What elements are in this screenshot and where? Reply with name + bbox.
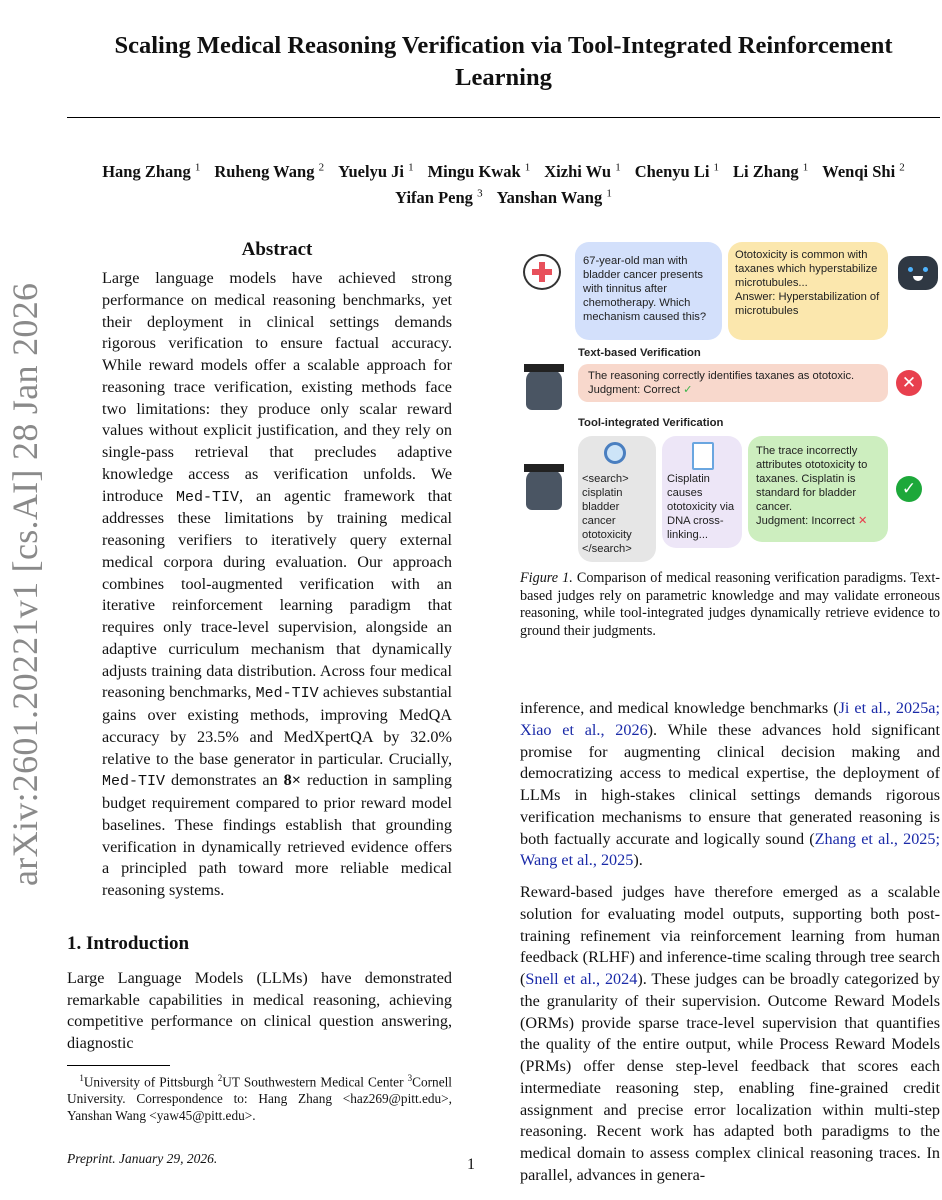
body-text: ). These judges can be broadly categorized by the granularity of their supervision. Outcome Reward Models (ORMs) provide sparse trace-level supervision that quantifies the quality of the entire output, while Process Reward Models (PRMs) offer dense step-level feedback that scores each intermediate reasoning step, enabling fine-grained credit assignment and precise error localization within multi-step reasoning. Recent work has adapted both paradigms to the medical domain to assess complex clinical reasoning traces. In parallel, advances in genera- bbox=[520, 970, 940, 1184]
citation-link[interactable]: Ji et al., 2025a; Xiao et al., 2026 bbox=[520, 699, 940, 739]
column-spacer bbox=[67, 1055, 452, 1065]
retrieved-evidence: Cisplatin causes ototoxicity via DNA cross-linking... bbox=[667, 473, 735, 541]
body-text: inference, and medical knowledge benchmarks ( bbox=[520, 699, 839, 717]
figure-1 bbox=[520, 238, 942, 562]
author-affiliation: 1 bbox=[802, 161, 809, 173]
method-name: Med-TIV bbox=[255, 685, 319, 703]
author-affiliation: 1 bbox=[524, 161, 531, 173]
author bbox=[102, 162, 200, 181]
method-name: Med-TIV bbox=[176, 488, 240, 506]
author bbox=[822, 162, 905, 181]
judge-robot-icon bbox=[526, 370, 562, 410]
author-name: Hang Zhang bbox=[102, 161, 191, 181]
answer-final: Answer: Hyperstabilization of microtubules bbox=[735, 291, 880, 317]
citation-link[interactable]: Snell et al., 2024 bbox=[525, 970, 638, 988]
author-name: Li Zhang bbox=[733, 161, 799, 181]
retrieved-doc-bubble bbox=[662, 436, 742, 548]
text-judge-bubble bbox=[578, 364, 888, 402]
author-affiliation: 2 bbox=[899, 161, 905, 173]
medical-chat-icon bbox=[523, 254, 561, 290]
search-query: <search> cisplatin bladder cancer ototoxicity </search> bbox=[582, 473, 632, 555]
abstract-text: Large language models have achieved strong performance on medical reasoning benchmarks, yet their deployment in clinical settings demands rigorous verification to ensure factual accuracy. While reward models offer a scalable approach for reasoning trace verification, existing methods face two limitations: they produce only scalar reward values without explicit justification, and they rely on single-pass retrieval that precludes adaptive knowledge access as verification unfolds. We introduce bbox=[102, 269, 452, 505]
author bbox=[395, 188, 482, 207]
robot-icon bbox=[898, 256, 938, 290]
author-name: Xizhi Wu bbox=[544, 161, 612, 181]
author bbox=[733, 162, 808, 181]
figure-caption bbox=[520, 570, 940, 640]
intro-paragraph: Large Language Models (LLMs) have demonstrated remarkable capabilities in medical reasoning, achieving competitive performance on clinical question answering, diagnostic bbox=[67, 968, 452, 1052]
author-affiliation: 1 bbox=[408, 161, 414, 173]
abstract-body bbox=[102, 268, 452, 902]
abstract-text: achieves substantial gains over existing methods, improving MedQA accuracy by 23.5% and MedXpertQA by 32.0% relative to the base generator in particular. Crucially, bbox=[102, 683, 452, 768]
author bbox=[544, 162, 620, 181]
author-affiliation: 1 bbox=[194, 161, 201, 173]
author bbox=[635, 162, 719, 181]
right-column bbox=[520, 238, 940, 1187]
body-text: Reward-based judges have therefore emerged as a scalable solution for evaluating model outputs, supporting both post-training refinement via reinforcement learning from human feedback (RLHF) and inference-time scaling through tree search ( bbox=[520, 883, 940, 988]
author bbox=[214, 162, 324, 181]
section-heading-introduction: 1. Introduction bbox=[67, 932, 190, 954]
affiliation: UT Southwestern Medical Center bbox=[222, 1074, 408, 1090]
tool-verification-label: Tool-integrated Verification bbox=[578, 417, 724, 429]
cross-icon: ✕ bbox=[857, 515, 868, 527]
preprint-note: Preprint. January 29, 2026. bbox=[67, 1151, 218, 1167]
author-affiliation: 2 bbox=[318, 161, 325, 173]
search-query-bubble bbox=[578, 436, 656, 562]
affiliation: University of Pittsburgh bbox=[83, 1074, 218, 1090]
tool-judgment: Judgment: Incorrect bbox=[756, 515, 855, 527]
body-text: ). While these advances hold significant promise for augmenting clinical decision making and democratizing access to medical expertise, the deployment of LLMs in high-stakes clinical settings demands rigorous verification mechanisms to ensure that generated reasoning is both factually accurate and logically sound ( bbox=[520, 720, 940, 848]
judge-robot-icon bbox=[526, 470, 562, 510]
author-name: Mingu Kwak bbox=[427, 161, 521, 181]
affiliation-mark: 1 bbox=[79, 1072, 84, 1083]
correct-result-icon: ✓ bbox=[896, 476, 922, 502]
page-number: 1 bbox=[467, 1156, 475, 1173]
abstract-text: , an agentic framework that addresses these limitations by training medical reasoning verifiers to iteratively query external medical corpora during evaluation. Our approach combines tool-augmented verification with an iterative reinforcement learning paradigm that requires only trace-level supervision, alongside an adaptive curriculum mechanism that dynamically adjusts training data distribution. Across four medical reasoning benchmarks, bbox=[102, 486, 452, 702]
paper-title: Scaling Medical Reasoning Verification via Tool-Integrated Reinforcement Learning bbox=[114, 32, 893, 91]
arxiv-identifier-stamp[interactable]: arXiv:2601.20221v1 [cs.AI] 28 Jan 2026 bbox=[5, 282, 45, 886]
footnote bbox=[67, 1070, 452, 1124]
abstract-heading: Abstract bbox=[241, 239, 313, 260]
affiliation-mark: 3 bbox=[407, 1072, 413, 1083]
caption-label: Figure 1. bbox=[520, 570, 573, 586]
abstract-emphasis: 8× bbox=[283, 771, 301, 790]
correspondence: Cornell University. Correspondence to: Hang Zhang <haz269@pitt.edu>, Yanshan Wang <yaw45@pitt.edu>. bbox=[67, 1074, 452, 1124]
caption-text: Comparison of medical reasoning verification paradigms. Text-based judges rely on parametric knowledge and may validate erroneous reasoning, while tool-integrated judges dynamically retrieve evidence to ground their judgments. bbox=[520, 570, 940, 639]
affiliation-mark: 2 bbox=[217, 1072, 223, 1083]
footnote-rule bbox=[67, 1065, 170, 1066]
abstract-text: demonstrates an bbox=[165, 771, 284, 790]
author-affiliation: 1 bbox=[713, 161, 720, 173]
author-list bbox=[67, 156, 940, 209]
title-rule-bottom bbox=[67, 117, 940, 118]
author-affiliation: 1 bbox=[615, 161, 621, 173]
author-name: Yifan Peng bbox=[395, 188, 473, 207]
method-name: Med-TIV bbox=[102, 773, 166, 791]
author-name: Yanshan Wang bbox=[496, 188, 603, 207]
answer-reasoning: Ototoxicity is common with taxanes which hyperstabilize microtubules... bbox=[735, 249, 878, 289]
abstract-text: reduction in sampling budget requirement compared to prior reward model baselines. These findings establish that grounding verification in dynamically retrieved evidence offers a principled path toward more reliable medical reasoning systems. bbox=[102, 771, 452, 899]
author-name: Yuelyu Ji bbox=[338, 161, 404, 181]
intro-paragraph-reward-judges bbox=[520, 882, 940, 1187]
author-affiliation: 1 bbox=[606, 187, 612, 200]
author bbox=[338, 162, 414, 181]
intro-paragraph-continued bbox=[520, 698, 940, 872]
checkmark-icon: ✓ bbox=[683, 384, 693, 396]
author bbox=[497, 188, 612, 207]
author-name: Chenyu Li bbox=[634, 161, 710, 181]
magnifier-icon bbox=[604, 442, 626, 464]
clipboard-icon bbox=[692, 442, 714, 470]
tool-judge-bubble bbox=[748, 436, 888, 542]
body-text: ). bbox=[633, 851, 643, 870]
question-bubble: 67-year-old man with bladder cancer presents with tinnitus after chemotherapy. Which mechanism caused this? bbox=[575, 242, 722, 340]
tool-judge-rationale: The trace incorrectly attributes ototoxicity to taxanes. Cisplatin is standard for bladder cancer. bbox=[756, 445, 868, 513]
answer-bubble bbox=[728, 242, 888, 340]
author-affiliation: 3 bbox=[477, 187, 483, 200]
author-name: Wenqi Shi bbox=[822, 161, 896, 181]
left-column bbox=[67, 238, 452, 1167]
author-name: Ruheng Wang bbox=[214, 161, 315, 181]
wrong-result-icon: ✕ bbox=[896, 370, 922, 396]
text-judge-rationale: The reasoning correctly identifies taxanes as ototoxic. bbox=[588, 370, 855, 382]
citation-link[interactable]: Zhang et al., 2025; Wang et al., 2025 bbox=[520, 829, 940, 870]
text-verification-label: Text-based Verification bbox=[578, 347, 701, 359]
author bbox=[428, 162, 531, 181]
text-judgment: Judgment: Correct bbox=[588, 384, 681, 396]
